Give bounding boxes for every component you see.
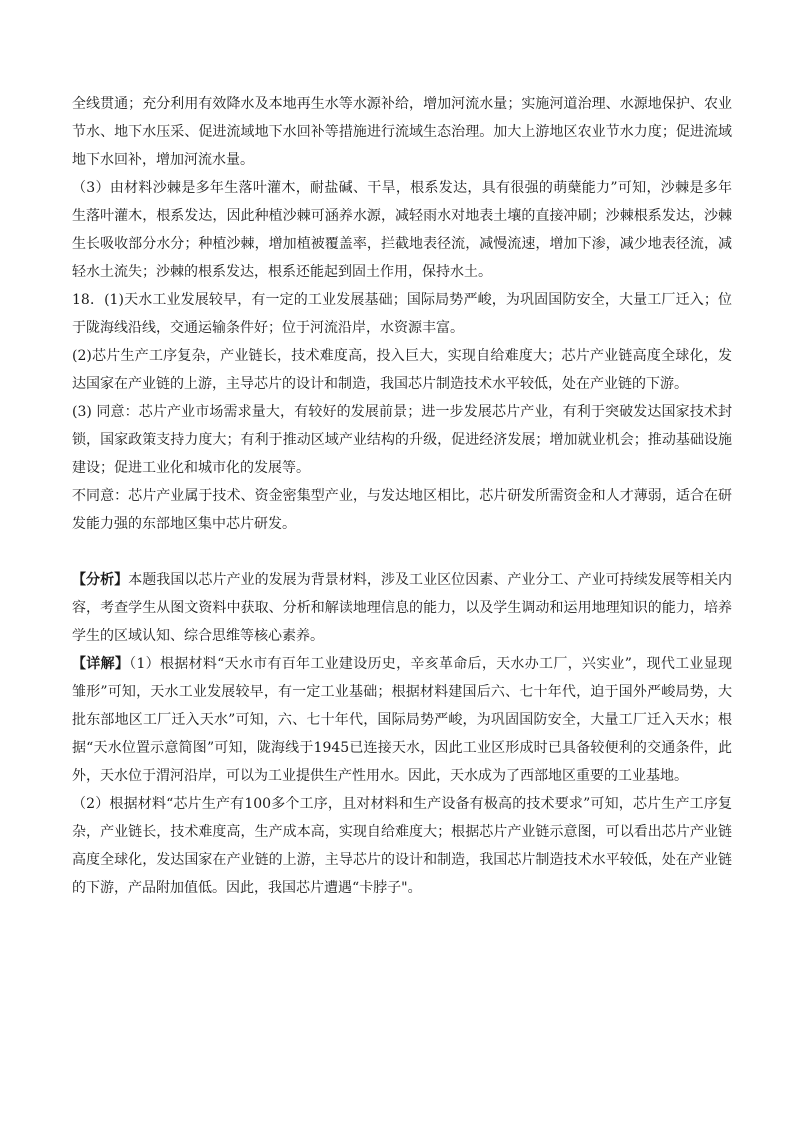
paragraph-water-measures: 全线贯通；充分利用有效降水及本地再生水等水源补给，增加河流水量；实施河道治理、水源地保护、农业节水、地下水压采、促进流域地下水回补等措施进行流域生态治理。加大上游地区农业节水力度；促进流域地下水回补，增加河流水量。 xyxy=(72,96,732,168)
paragraph-gap xyxy=(72,538,732,566)
paragraph-q18-part1: 18．(1)天水工业发展较早，有一定的工业发展基础；国际局势严峻，为巩固国防安全，大量工厂迁入；位于陇海线沿线，交通运输条件好；位于河流沿岸，水资源丰富。 xyxy=(72,292,732,336)
detail-text: （1）根据材料“天水市有百年工业建设历史，辛亥革命后，天水办工厂，兴实业”，现代工业显现雏形”可知，天水工业发展较早，有一定工业基础；根据材料建国后六、七十年代，迫于国外严峻局势，大批东部地区工厂迁入天水”可知，六、七十年代，国际局势严峻，为巩固国防安全，大量工厂迁入天水；根据“天水位置示意简图”可知，陇海线于1945已连接天水，因此工业区形成时已具备较便利的交通条件，此外，天水位于渭河沿岸，可以为工业提供生产性用水。因此，天水成为了西部地区重要的工业基地。 xyxy=(72,656,732,784)
detail-label: 【详解】 xyxy=(72,656,130,672)
paragraph-seabuckthorn: （3）由材料沙棘是多年生落叶灌木，耐盐碱、干旱，根系发达，具有很强的萌蘖能力”可知，沙棘是多年生落叶灌木，根系发达，因此种植沙棘可涵养水源，减轻雨水对地表土壤的直接冲刷；沙棘根系发达，沙棘生长吸收部分水分；种植沙棘，增加植被覆盖率，拦截地表径流，减慢流速，增加下渗，减少地表径流，减轻水土流失；沙棘的根系发达，根系还能起到固土作用，保持水土。 xyxy=(72,180,732,280)
paragraph-q18-part2: (2)芯片生产工序复杂，产业链长，技术难度高，投入巨大，实现自给难度大；芯片产业链高度全球化，发达国家在产业链的上游，主导芯片的设计和制造，我国芯片制造技术水平较低，处在产业链的下游。 xyxy=(72,348,732,392)
paragraph-detail-1 xyxy=(72,650,732,790)
analysis-text: 本题我国以芯片产业的发展为背景材料，涉及工业区位因素、产业分工、产业可持续发展等相关内容，考查学生从图文资料中获取、分析和解读地理信息的能力，以及学生调动和运用地理知识的能力，培养学生的区域认知、综合思维等核心素养。 xyxy=(72,572,733,644)
paragraph-analysis xyxy=(72,566,732,650)
paragraph-q18-part3-agree: (3) 同意：芯片产业市场需求量大，有较好的发展前景；进一步发展芯片产业，有利于突破发达国家技术封锁，国家政策支持力度大；有利于推动区域产业结构的升级，促进经济发展；增加就业机会；推动基础设施建设；促进工业化和城市化的发展等。 xyxy=(72,404,732,476)
paragraph-detail-2: （2）根据材料“芯片生产有100多个工序，且对材料和生产设备有极高的技术要求”可知，芯片生产工序复杂，产业链长，技术难度高，生产成本高，实现自给难度大；根据芯片产业链示意图，可以看出芯片产业链高度全球化，发达国家在产业链的上游，主导芯片的设计和制造，我国芯片制造技术水平较低，处在产业链的下游，产品附加值低。因此，我国芯片遭遇“卡脖子"。 xyxy=(72,796,732,896)
analysis-label: 【分析】 xyxy=(72,572,129,588)
document-page xyxy=(72,90,732,902)
paragraph-q18-part3-disagree: 不同意：芯片产业属于技术、资金密集型产业，与发达地区相比，芯片研发所需资金和人才薄弱，适合在研发能力强的东部地区集中芯片研发。 xyxy=(72,488,732,532)
